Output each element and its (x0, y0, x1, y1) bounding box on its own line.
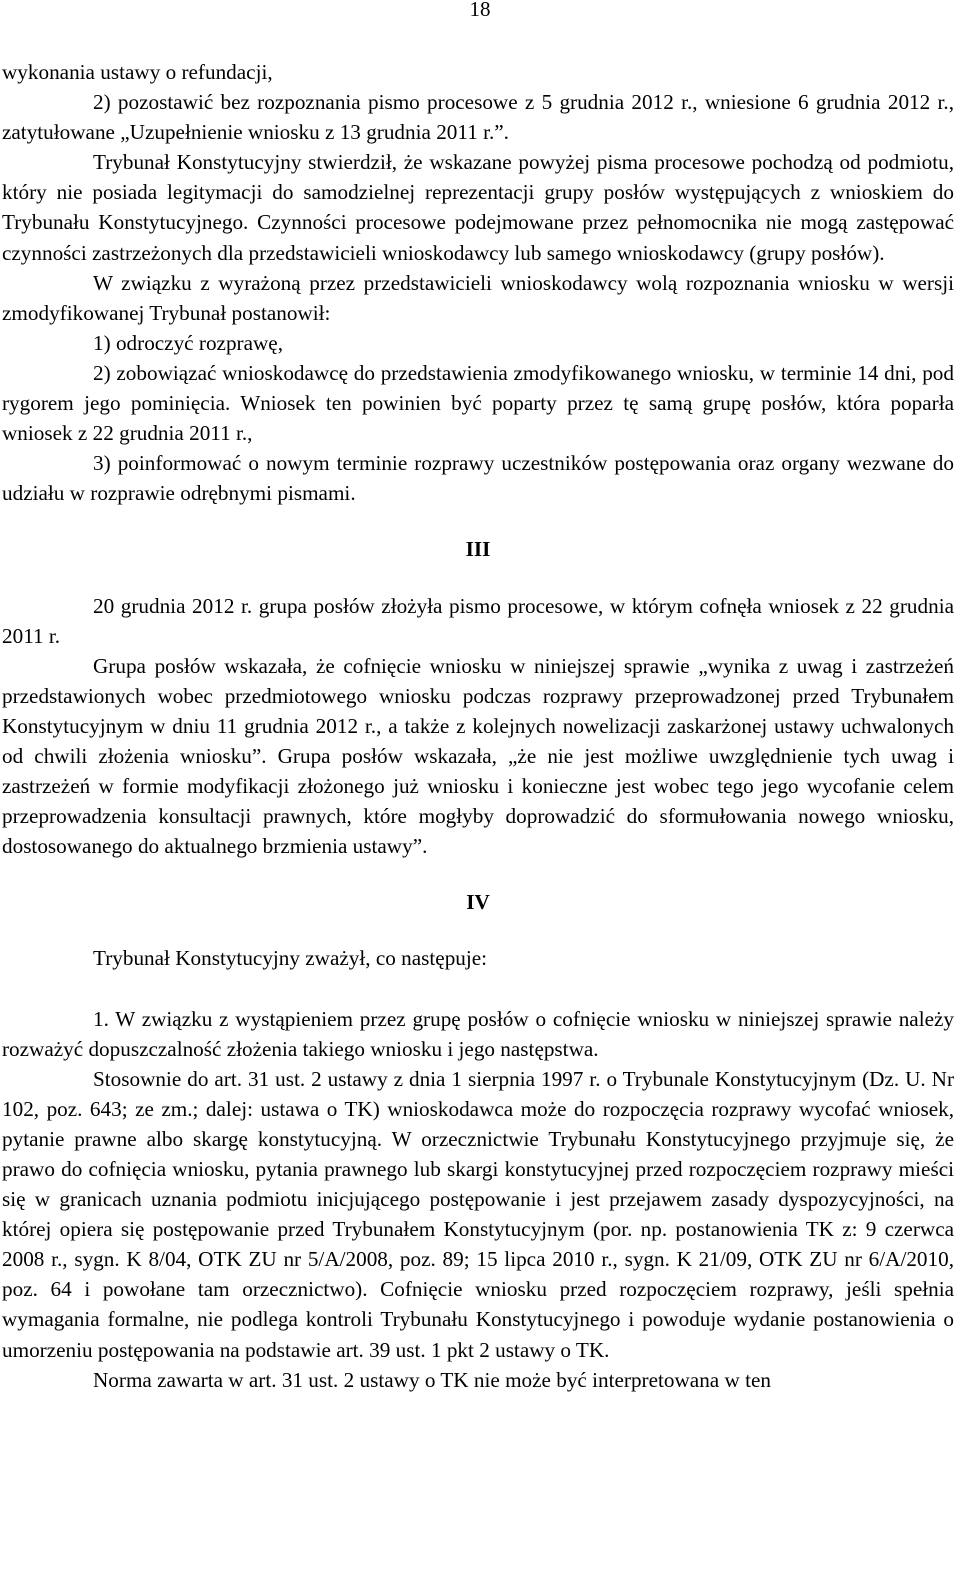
paragraph: 20 grudnia 2012 r. grupa posłów złożyła pismo procesowe, w którym cofnęła wniosek z 22 grudnia 2011 r. (2, 593, 954, 648)
paragraph: wykonania ustawy o refundacji, (2, 60, 273, 84)
paragraph: Grupa posłów wskazała, że cofnięcie wniosku w niniejszej sprawie „wynika z uwag i zastrzeżeń przedstawionych wobec przedmiotowego wniosku podczas rozprawy przeprowadzonej przed Trybunałem Konstytucyjnym w dniu 11 grudnia 2012 r., a także z kolejnych nowelizacji zaskarżonej ustawy uchwalonych od chwili złożenia wniosku”. Grupa posłów wskazała, „że nie jest możliwe uwzględnienie tych uwag i zastrzeżeń w formie modyfikacji złożonego już wniosku i konieczne jest wobec tego jego wycofanie celem przeprowadzenia konsultacji prawnych, które mogłyby doprowadzić do sformułowania nowego wniosku, dostosowanego do aktualnego brzmienia ustawy”. (2, 653, 954, 859)
paragraph: Stosownie do art. 31 ust. 2 ustawy z dnia 1 sierpnia 1997 r. o Trybunale Konstytucyjnym (Dz. U. Nr 102, poz. 643; ze zm.; dalej: ustawa o TK) wnioskodawca może do rozpoczęcia rozprawy wycofać wniosek, pytanie prawne albo skargę konstytucyjną. W orzecznictwie Trybunału Konstytucyjnego przyjmuje się, że prawo do cofnięcia wniosku, pytania prawnego lub skargi konstytucyjnej przed rozpoczęciem rozprawy mieści się w granicach uznania podmiotu inicjującego postępowanie i jest przejawem zasady dyspozycyjności, na której opiera się postępowanie przed Trybunałem Konstytucyjnym (por. np. postanowienia TK z: 9 czerwca 2008 r., sygn. K 8/04, OTK ZU nr 5/A/2008, poz. 89; 15 lipca 2010 r., sygn. K 21/09, OTK ZU nr 6/A/2010, poz. 64 i powołane tam orzecznictwo). Cofnięcie wniosku przed rozpoczęciem rozprawy, jeśli spełnia wymagania formalne, nie podlega kontroli Trybunału Konstytucyjnego i powoduje wydanie postanowienia o umorzeniu postępowania na podstawie art. 39 ust. 1 pkt 2 ustawy o TK. (2, 1066, 954, 1362)
paragraph: Norma zawarta w art. 31 ust. 2 ustawy o TK nie może być interpretowana w ten (93, 1367, 771, 1392)
section-heading-iii: III (465, 537, 491, 562)
paragraph: 1. W związku z wystąpieniem przez grupę posłów o cofnięcie wniosku w niniejszej sprawie należy rozważyć dopuszczalność złożenia takiego wniosku i jego następstwa. (2, 1006, 954, 1061)
list-item: 3) poinformować o nowym terminie rozprawy uczestników postępowania oraz organy wezwane do udziału w rozprawie odrębnymi pismami. (2, 451, 954, 506)
section-heading-iv: IV (466, 890, 490, 915)
paragraph: 2) pozostawić bez rozpoznania pismo procesowe z 5 grudnia 2012 r., wniesione 6 grudnia 2012 r., zatytułowane „Uzupełnienie wniosku z 13 grudnia 2011 r.”. (2, 90, 954, 145)
list-item: 1) odroczyć rozprawę, (93, 330, 283, 355)
paragraph: Trybunał Konstytucyjny zważył, co następuje: (93, 946, 488, 971)
page-number: 18 (469, 0, 491, 21)
document-body (2, 57, 954, 1395)
paragraph: W związku z wyrażoną przez przedstawicieli wnioskodawcy wolą rozpoznania wniosku w wersji zmodyfikowanej Trybunał postanowił: (2, 270, 954, 325)
paragraph: Trybunał Konstytucyjny stwierdził, że wskazane powyżej pisma procesowe pochodzą od podmiotu, który nie posiada legitymacji do samodzielnej reprezentacji grupy posłów występujących z wnioskiem do Trybunału Konstytucyjnego. Czynności procesowe podejmowane przez pełnomocnika nie mogą zastępować czynności zastrzeżonych dla przedstawicieli wnioskodawcy lub samego wnioskodawcy (grupy posłów). (2, 150, 954, 265)
spacer (2, 974, 954, 1004)
list-item: 2) zobowiązać wnioskodawcę do przedstawienia zmodyfikowanego wniosku, w terminie 14 dni, pod rygorem jego pominięcia. Wniosek ten powinien być poparty przez tę samą grupę posłów, która poparła wniosek z 22 grudnia 2011 r., (2, 360, 954, 446)
